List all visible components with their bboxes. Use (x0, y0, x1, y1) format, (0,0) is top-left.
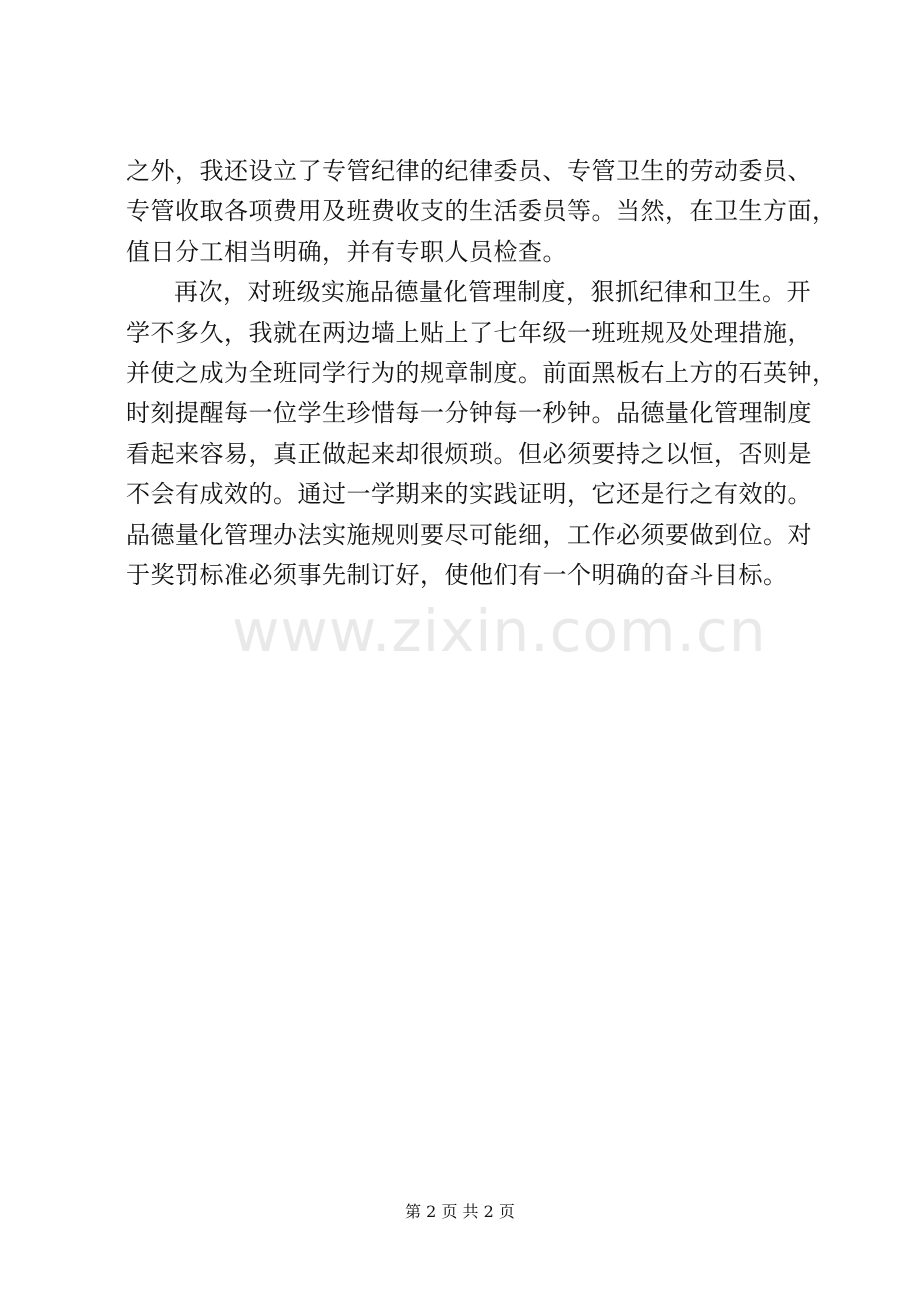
document-body (126, 151, 837, 595)
watermark: www.zixin.com.cn (232, 597, 767, 665)
paragraph-line: 不会有成效的。通过一学期来的实践证明，它还是行之有效的。 (126, 480, 812, 509)
paragraph-line: 品德量化管理办法实施规则要尽可能细，工作必须要做到位。对 (126, 520, 812, 549)
paragraph-line: 看起来容易，真正做起来却很烦琐。但必须要持之以恒，否则是 (126, 439, 812, 468)
paragraph-line: 再次，对班级实施品德量化管理制度，狠抓纪律和卫生。开 (174, 278, 811, 307)
paragraph-line: 并使之成为全班同学行为的规章制度。前面黑板右上方的石英钟， (126, 358, 837, 387)
page-footer: 第 2 页 共 2 页 (405, 1202, 515, 1221)
paragraph-line: 专管收取各项费用及班费收支的生活委员等。当然，在卫生方面， (126, 197, 837, 226)
paragraph-line: 学不多久，我就在两边墙上贴上了七年级一班班规及处理措施， (126, 318, 812, 347)
paragraph-line: 于奖罚标准必须事先制订好，使他们有一个明确的奋斗目标。 (126, 560, 788, 589)
paragraph-line: 值日分工相当明确，并有专职人员检查。 (126, 237, 567, 266)
paragraph-line: 之外，我还设立了专管纪律的纪律委员、专管卫生的劳动委员、 (126, 157, 812, 185)
paragraph-2 (126, 272, 837, 595)
paragraph-1 (126, 151, 837, 272)
paragraph-line: 时刻提醒每一位学生珍惜每一分钟每一秒钟。品德量化管理制度 (126, 399, 812, 428)
